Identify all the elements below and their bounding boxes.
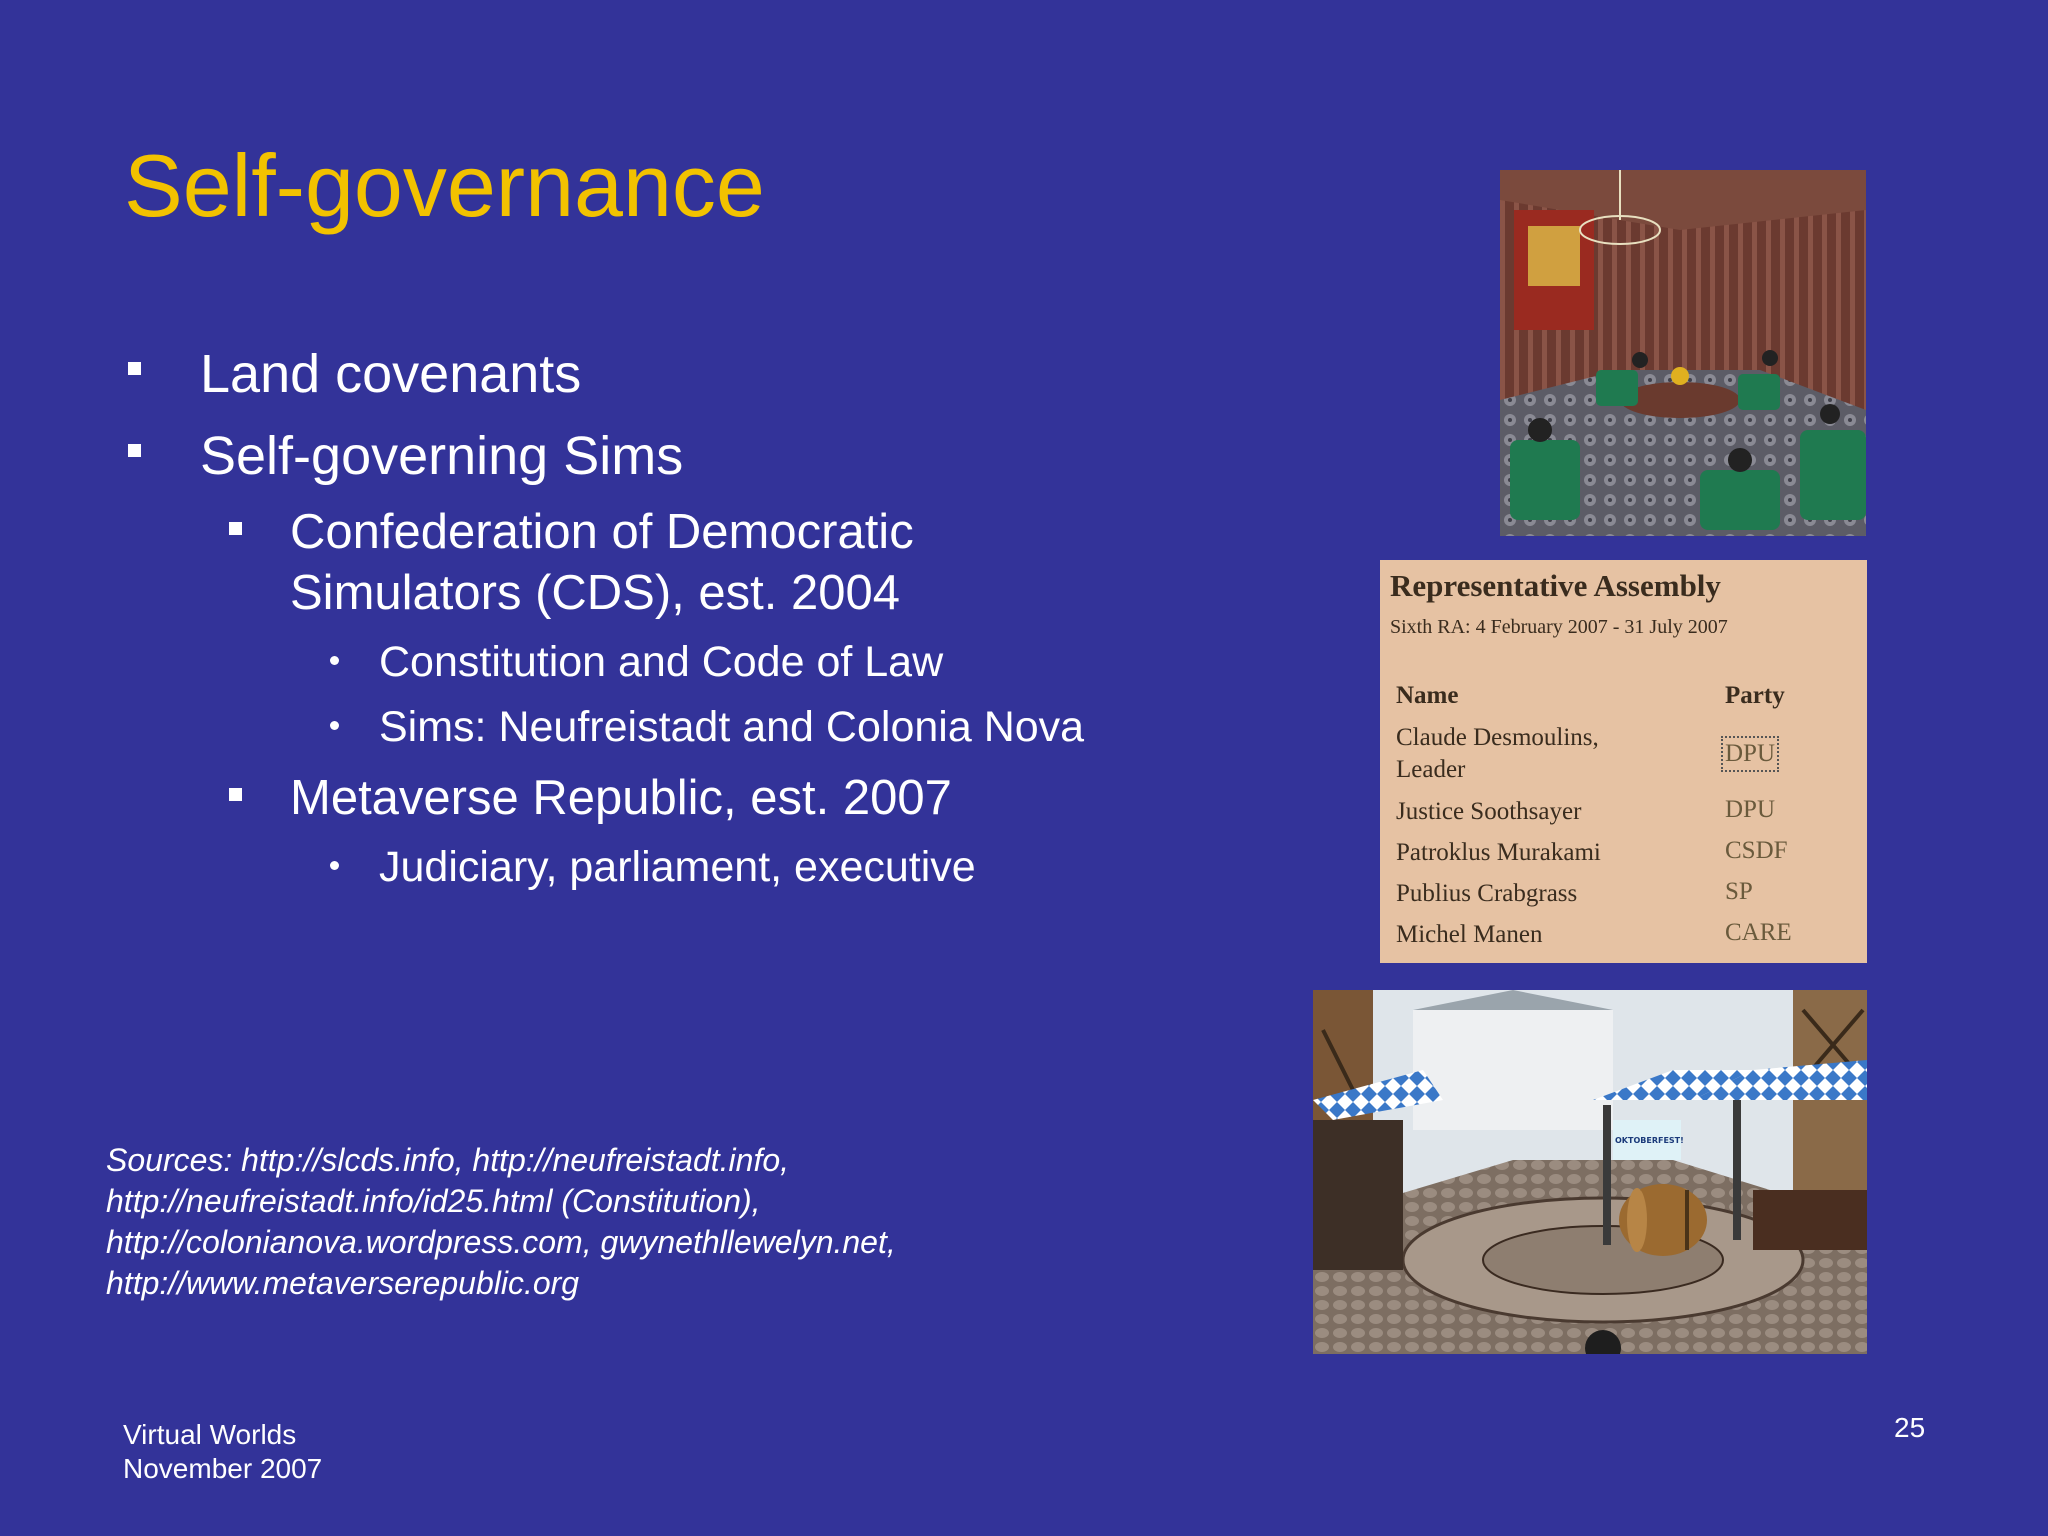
member-party-link[interactable]: DPU <box>1725 740 1776 767</box>
assembly-hall-image <box>1500 170 1866 536</box>
bullet-text: Judiciary, parliament, executive <box>379 843 976 891</box>
bullet-self-governing-sims <box>200 425 683 487</box>
member-name: Justice Soothsayer <box>1396 798 1582 825</box>
bullet-text: Sims: Neufreistadt and Colonia Nova <box>379 703 1085 751</box>
square-bullet-icon <box>229 522 242 535</box>
bullet-text: Self-governing Sims <box>200 426 684 486</box>
town-square-image <box>1313 990 1867 1354</box>
page-number: 25 <box>1894 1412 1926 1443</box>
dot-bullet-icon <box>330 721 339 730</box>
footer-date: November 2007 <box>123 1453 323 1484</box>
slide-title: Self-governance <box>124 136 765 235</box>
sources-line: Sources: http://slcds.info, http://neufreistadt.info, <box>106 1142 790 1178</box>
bullet-cds <box>290 502 914 624</box>
bullet-land-covenants <box>200 343 581 405</box>
bullet-constitution <box>379 638 943 687</box>
bullet-list <box>0 0 1300 960</box>
bullet-metaverse-republic <box>290 768 952 829</box>
member-party: CSDF <box>1725 837 1788 864</box>
member-name-line1: Claude Desmoulins, <box>1396 724 1599 751</box>
member-name-line2: Leader <box>1396 756 1466 783</box>
footer-line: Virtual Worlds <box>123 1419 297 1450</box>
bullet-sims-neufreistadt <box>379 703 1084 752</box>
footer <box>123 1418 322 1486</box>
sources-line: http://neufreistadt.info/id25.html (Constitution), <box>106 1183 761 1219</box>
member-name: Publius Crabgrass <box>1396 880 1578 907</box>
dot-bullet-icon <box>330 656 339 665</box>
member-party: DPU <box>1725 796 1776 823</box>
table-title: Representative Assembly <box>1390 568 1721 603</box>
bullet-text: Land covenants <box>200 344 582 404</box>
oktoberfest-sign: OKTOBERFEST! <box>1615 1136 1684 1145</box>
representative-assembly-table <box>1380 560 1867 963</box>
square-bullet-icon <box>229 788 242 801</box>
bullet-text-line2: Simulators (CDS), est. 2004 <box>290 566 900 620</box>
bullet-text: Constitution and Code of Law <box>379 638 944 686</box>
sources-citation <box>106 1140 1106 1304</box>
column-header-name: Name <box>1396 682 1459 709</box>
member-name: Patroklus Murakami <box>1396 839 1601 866</box>
square-bullet-icon <box>128 362 141 375</box>
member-party: SP <box>1725 878 1753 905</box>
member-party: CARE <box>1725 919 1792 946</box>
bullet-text: Metaverse Republic, est. 2007 <box>290 771 952 825</box>
member-name <box>1396 722 1676 786</box>
column-header-party: Party <box>1725 682 1785 709</box>
assembly-hall-illustration <box>1500 170 1866 536</box>
table-subtitle: Sixth RA: 4 February 2007 - 31 July 2007 <box>1390 616 1728 638</box>
dot-bullet-icon <box>330 861 339 870</box>
town-square-illustration <box>1313 990 1867 1354</box>
sources-line: http://colonianova.wordpress.com, gwynethllewelyn.net, <box>106 1224 896 1260</box>
sources-line: http://www.metaverserepublic.org <box>106 1265 580 1301</box>
member-name: Michel Manen <box>1396 921 1543 948</box>
square-bullet-icon <box>128 444 141 457</box>
bullet-judiciary <box>379 843 976 892</box>
bullet-text-line1: Confederation of Democratic <box>290 505 914 559</box>
